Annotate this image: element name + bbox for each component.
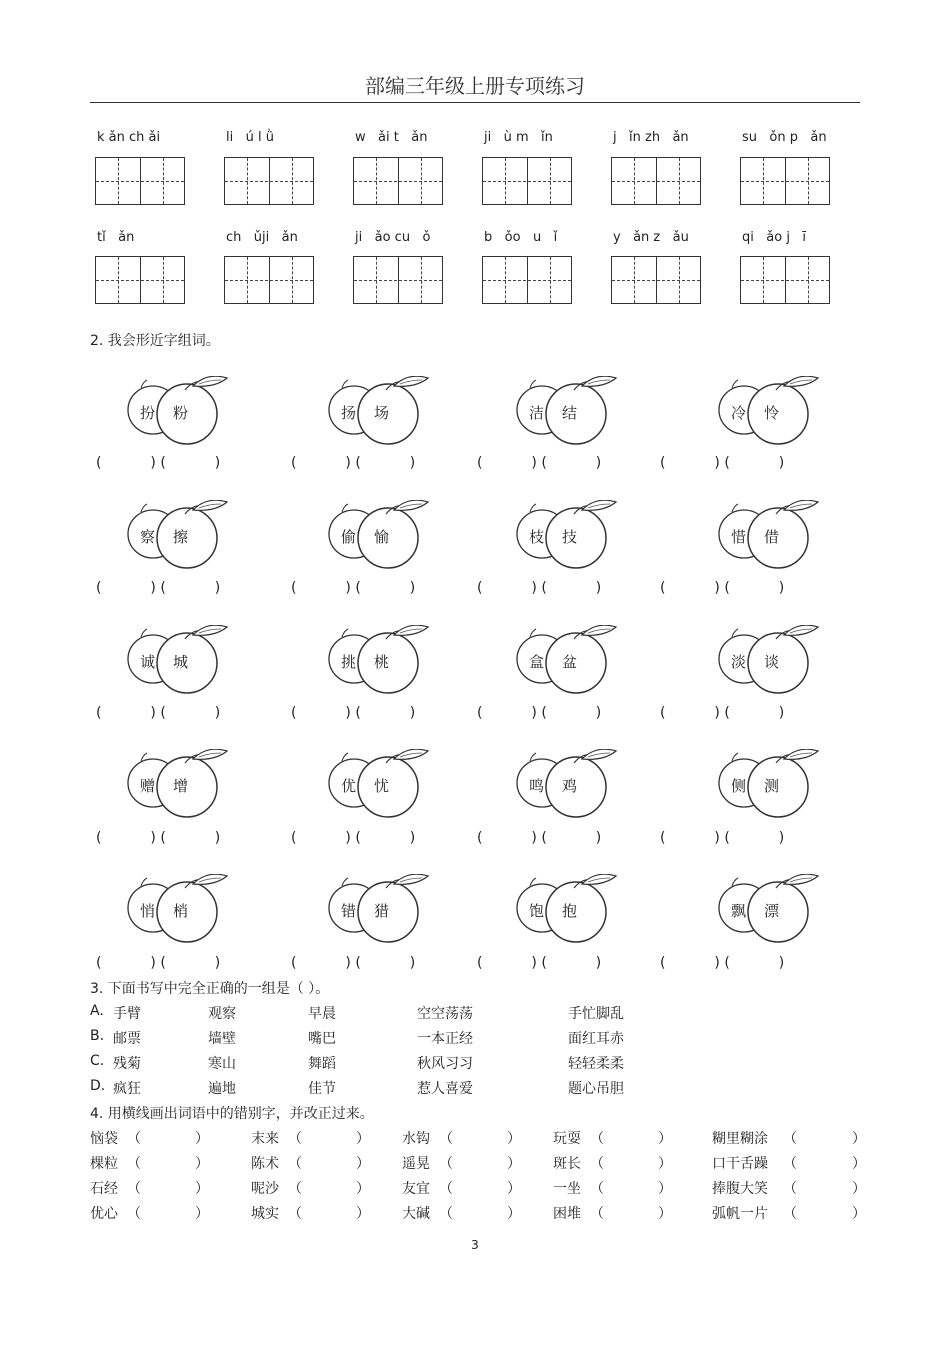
answer-parentheses[interactable]: ( ) ( ) [96,705,221,721]
tianzige-box[interactable] [482,256,572,304]
left-character: 挑 [341,653,357,671]
tianzige-box[interactable] [740,256,830,304]
right-character: 谈 [764,653,780,671]
pinyin-label: ji ǎo cu ǒ [355,230,431,245]
answer-paren-open[interactable]: （ [590,1156,604,1172]
answer-paren-close: ） [852,1206,866,1222]
error-word: 末来 [251,1131,279,1147]
answer-paren-open[interactable]: （ [783,1131,797,1147]
question-2-heading: 2. 我会形近字组词。 [90,333,220,349]
answer-parentheses[interactable]: ( ) ( ) [291,955,416,971]
apple-pair [328,500,448,580]
left-character: 冷 [731,404,747,422]
left-character: 侧 [731,777,747,795]
left-character: 察 [140,528,156,546]
apple-pair [516,625,636,705]
answer-paren-open[interactable]: （ [783,1206,797,1222]
answer-paren-close: ） [507,1181,521,1197]
answer-parentheses[interactable]: ( ) ( ) [96,830,221,846]
answer-paren-close: ） [356,1181,370,1197]
answer-parentheses[interactable]: ( ) ( ) [96,955,221,971]
error-word: 水钩 [402,1131,430,1147]
answer-paren-open[interactable]: （ [590,1131,604,1147]
tianzige-box[interactable] [95,157,185,205]
choice-word: 轻轻柔柔 [568,1056,624,1072]
right-character: 忧 [374,777,390,795]
right-character: 漂 [764,902,780,920]
answer-paren-open[interactable]: （ [439,1206,453,1222]
answer-paren-close: ） [195,1131,209,1147]
left-character: 偷 [341,528,357,546]
choice-label: D. [90,1078,106,1094]
answer-paren-close: ） [507,1156,521,1172]
choice-word: 一本正经 [417,1031,473,1047]
answer-parentheses[interactable]: ( ) ( ) [477,830,602,846]
apple-pair [516,749,636,829]
page-number: 3 [471,1238,479,1252]
apple-pair [328,625,448,705]
choice-word: 残菊 [113,1056,141,1072]
answer-paren-close: ） [195,1181,209,1197]
apple-pair [718,376,838,456]
error-word: 优心 [90,1206,118,1222]
error-word: 捧腹大笑 [712,1181,768,1197]
answer-paren-close: ） [658,1156,672,1172]
answer-paren-open[interactable]: （ [288,1206,302,1222]
answer-paren-open[interactable]: （ [288,1181,302,1197]
left-character: 飘 [731,902,747,920]
answer-paren-close: ） [658,1181,672,1197]
left-character: 盒 [529,653,545,671]
right-character: 增 [173,777,189,795]
answer-parentheses[interactable]: ( ) ( ) [660,455,785,471]
error-word: 遥晃 [402,1156,430,1172]
apple-pair [328,874,448,954]
pinyin-label: su ǒn p ǎn [742,130,827,145]
answer-parentheses[interactable]: ( ) ( ) [291,455,416,471]
error-word: 棵粒 [90,1156,118,1172]
choice-word: 寒山 [208,1056,236,1072]
left-character: 扮 [140,404,156,422]
error-word: 弧帆一片 [712,1206,768,1222]
tianzige-box[interactable] [740,157,830,205]
choice-word: 面红耳赤 [568,1031,624,1047]
pinyin-label: tǐ ǎn [97,230,135,245]
answer-parentheses[interactable]: ( ) ( ) [477,705,602,721]
right-character: 猎 [374,902,390,920]
answer-paren-close: ） [658,1131,672,1147]
error-word: 石经 [90,1181,118,1197]
choice-word: 观察 [208,1006,236,1022]
answer-paren-open[interactable]: （ [288,1131,302,1147]
error-word: 玩耍 [553,1131,581,1147]
answer-paren-close: ） [852,1181,866,1197]
error-word: 呢沙 [251,1181,279,1197]
choice-label: C. [90,1053,105,1069]
answer-paren-close: ） [356,1156,370,1172]
pinyin-label: b ǒo u ǐ [484,230,558,245]
answer-parentheses[interactable]: ( ) ( ) [660,955,785,971]
choice-word: 手忙脚乱 [568,1006,624,1022]
right-character: 桃 [374,653,390,671]
apple-pair [718,625,838,705]
choice-word: 早晨 [308,1006,336,1022]
right-character: 城 [173,653,189,671]
answer-parentheses[interactable]: ( ) ( ) [660,830,785,846]
answer-paren-close: ） [507,1131,521,1147]
page-title: 部编三年级上册专项练习 [365,74,585,98]
apple-pair [718,500,838,580]
error-word: 陈术 [251,1156,279,1172]
answer-paren-close: ） [507,1206,521,1222]
choice-label: A. [90,1003,104,1019]
apple-pair [328,376,448,456]
answer-parentheses[interactable]: ( ) ( ) [291,830,416,846]
answer-paren-close: ） [356,1131,370,1147]
tianzige-box[interactable] [611,256,701,304]
right-character: 技 [562,528,578,546]
pinyin-label: li ú l ǜ [226,130,274,145]
choice-word: 手臂 [113,1006,141,1022]
answer-paren-open[interactable]: （ [127,1131,141,1147]
choice-word: 惹人喜爱 [417,1081,473,1097]
right-character: 抱 [562,902,578,920]
answer-paren-close: ） [195,1206,209,1222]
apple-pair [127,625,247,705]
error-word: 斑长 [553,1156,581,1172]
pinyin-label: ch ǔji ǎn [226,230,298,245]
choice-word: 舞蹈 [308,1056,336,1072]
left-character: 饱 [529,902,545,920]
tianzige-box[interactable] [353,256,443,304]
apple-pair [127,749,247,829]
answer-paren-open[interactable]: （ [783,1156,797,1172]
left-character: 诚 [140,653,156,671]
left-character: 优 [341,777,357,795]
error-word: 口干舌躁 [712,1156,768,1172]
error-word: 糊里糊涂 [712,1131,768,1147]
choice-word: 空空荡荡 [417,1006,473,1022]
question-3-heading: 3. 下面书写中完全正确的一组是（ ）。 [90,981,330,997]
apple-pair [516,500,636,580]
answer-paren-open[interactable]: （ [439,1181,453,1197]
question-4-heading: 4. 用横线画出词语中的错别字，并改正过来。 [90,1106,374,1122]
right-character: 测 [764,777,780,795]
answer-paren-open[interactable]: （ [288,1156,302,1172]
answer-parentheses[interactable]: ( ) ( ) [660,705,785,721]
right-character: 借 [764,528,780,546]
answer-parentheses[interactable]: ( ) ( ) [291,580,416,596]
answer-paren-open[interactable]: （ [590,1181,604,1197]
answer-parentheses[interactable]: ( ) ( ) [477,455,602,471]
apple-pair [718,874,838,954]
right-character: 怜 [764,404,780,422]
left-character: 惜 [731,528,747,546]
error-word: 城实 [251,1206,279,1222]
right-character: 擦 [173,528,189,546]
answer-paren-open[interactable]: （ [439,1131,453,1147]
error-word: 友宜 [402,1181,430,1197]
answer-parentheses[interactable]: ( ) ( ) [291,705,416,721]
answer-paren-close: ） [852,1156,866,1172]
left-character: 错 [341,902,357,920]
left-character: 洁 [529,404,545,422]
left-character: 扬 [341,404,357,422]
tianzige-box[interactable] [224,157,314,205]
choice-word: 题心吊胆 [568,1081,624,1097]
tianzige-box[interactable] [224,256,314,304]
answer-paren-open[interactable]: （ [127,1206,141,1222]
choice-word: 佳节 [308,1081,336,1097]
choice-word: 嘴巴 [308,1031,336,1047]
error-word: 大碱 [402,1206,430,1222]
right-character: 粉 [173,404,189,422]
right-character: 结 [562,404,578,422]
tianzige-box[interactable] [611,157,701,205]
pinyin-label: w ǎi t ǎn [355,130,428,145]
apple-pair [127,500,247,580]
right-character: 盆 [562,653,578,671]
tianzige-box[interactable] [353,157,443,205]
answer-parentheses[interactable]: ( ) ( ) [660,580,785,596]
choice-word: 秋风习习 [417,1056,473,1072]
answer-paren-open[interactable]: （ [590,1206,604,1222]
answer-parentheses[interactable]: ( ) ( ) [96,580,221,596]
pinyin-label: j ǐn zh ǎn [613,130,689,145]
tianzige-box[interactable] [482,157,572,205]
left-character: 淡 [731,653,747,671]
answer-paren-open[interactable]: （ [127,1181,141,1197]
apple-pair [328,749,448,829]
choice-word: 遍地 [208,1081,236,1097]
error-word: 一坐 [553,1181,581,1197]
answer-parentheses[interactable]: ( ) ( ) [477,580,602,596]
apple-pair [718,749,838,829]
answer-paren-open[interactable]: （ [783,1181,797,1197]
pinyin-label: qi ǎo j ī [742,230,806,245]
error-word: 恼袋 [90,1131,118,1147]
left-character: 赠 [140,777,156,795]
tianzige-box[interactable] [95,256,185,304]
answer-paren-close: ） [195,1156,209,1172]
pinyin-label: k ǎn ch ǎi [97,130,161,145]
apple-pair [127,376,247,456]
apple-pair [516,376,636,456]
answer-paren-close: ） [658,1206,672,1222]
left-character: 枝 [529,528,545,546]
answer-paren-open[interactable]: （ [439,1156,453,1172]
choice-word: 墙壁 [208,1031,236,1047]
right-character: 梢 [173,902,189,920]
right-character: 愉 [374,528,390,546]
pinyin-label: y ǎn z ǎu [613,230,689,245]
right-character: 场 [374,404,390,422]
apple-pair [516,874,636,954]
answer-parentheses[interactable]: ( ) ( ) [477,955,602,971]
left-character: 鸣 [529,777,545,795]
right-character: 鸡 [562,777,578,795]
choice-word: 疯狂 [113,1081,141,1097]
answer-paren-close: ） [852,1131,866,1147]
answer-paren-close: ） [356,1206,370,1222]
header-divider [90,102,860,103]
answer-paren-open[interactable]: （ [127,1156,141,1172]
apple-pair [127,874,247,954]
answer-parentheses[interactable]: ( ) ( ) [96,455,221,471]
choice-label: B. [90,1028,105,1044]
choice-word: 邮票 [113,1031,141,1047]
left-character: 悄 [140,902,156,920]
pinyin-label: ji ù m ǐn [484,130,553,145]
error-word: 困堆 [553,1206,581,1222]
